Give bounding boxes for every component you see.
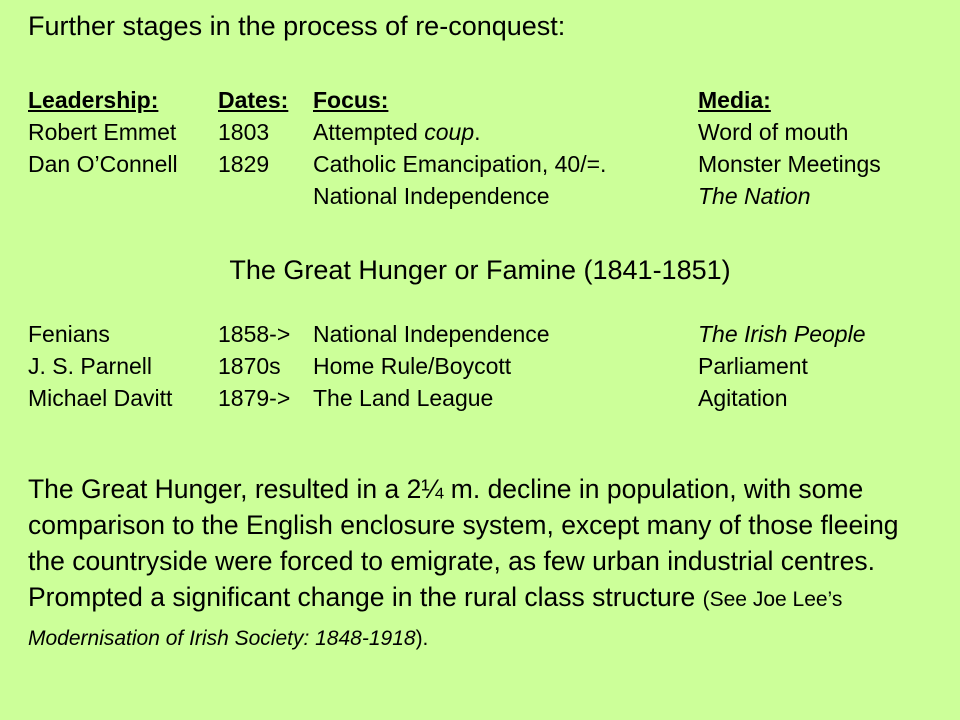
note-book-title: Modernisation of Irish Society: 1848-1918 [28,627,416,650]
header-leadership: Leadership: [28,87,159,113]
cell-media: Word of mouth [698,119,849,145]
cell-date: 1870s [218,353,281,379]
header-focus-label: Focus: [313,87,389,113]
cell-focus: The Land League [313,385,494,411]
cell-leader: Dan O’Connell [28,151,178,177]
cell-leader: Fenians [28,321,110,347]
cell-date: 1829 [218,151,270,177]
paragraph-main: The Great Hunger, resulted in a 2¼ m. decline in population, with some comparison to the English enclosure system, except many of those fleeing the countryside were forced to emigrate, as few urban industrial centres. Prompted a significant change in the rural class structure [28,474,899,612]
focus-italic: coup [424,119,475,145]
cell-date: 1803 [218,119,270,145]
slide-heading: Further stages in the process of re-conquest: [28,11,566,41]
header-dates: Dates: [218,87,289,113]
famine-subheading: The Great Hunger or Famine (1841-1851) [229,255,731,285]
cell-focus [313,116,481,148]
focus-text: Attempted [313,119,425,145]
cell-focus: National Independence [313,183,550,209]
cell-focus: Catholic Emancipation, 40/=. [313,151,607,177]
cell-focus: National Independence [313,321,550,347]
header-media: Media: [698,87,771,113]
cell-leader: Robert Emmet [28,119,177,145]
cell-date: 1879-> [218,385,291,411]
focus-end: . [474,119,481,145]
note-close: ). [415,627,429,650]
cell-media: Parliament [698,353,808,379]
cell-leader: J. S. Parnell [28,353,152,379]
header-focus [313,84,663,116]
cell-date: 1858-> [218,321,291,347]
cell-media: The Nation [698,183,811,209]
cell-media: The Irish People [698,321,866,347]
note-open: (See Joe Lee’s [702,588,843,611]
cell-focus: Home Rule/Boycott [313,353,512,379]
cell-media: Agitation [698,385,788,411]
summary-paragraph [28,471,928,657]
cell-media: Monster Meetings [698,151,881,177]
cell-leader: Michael Davitt [28,385,173,411]
